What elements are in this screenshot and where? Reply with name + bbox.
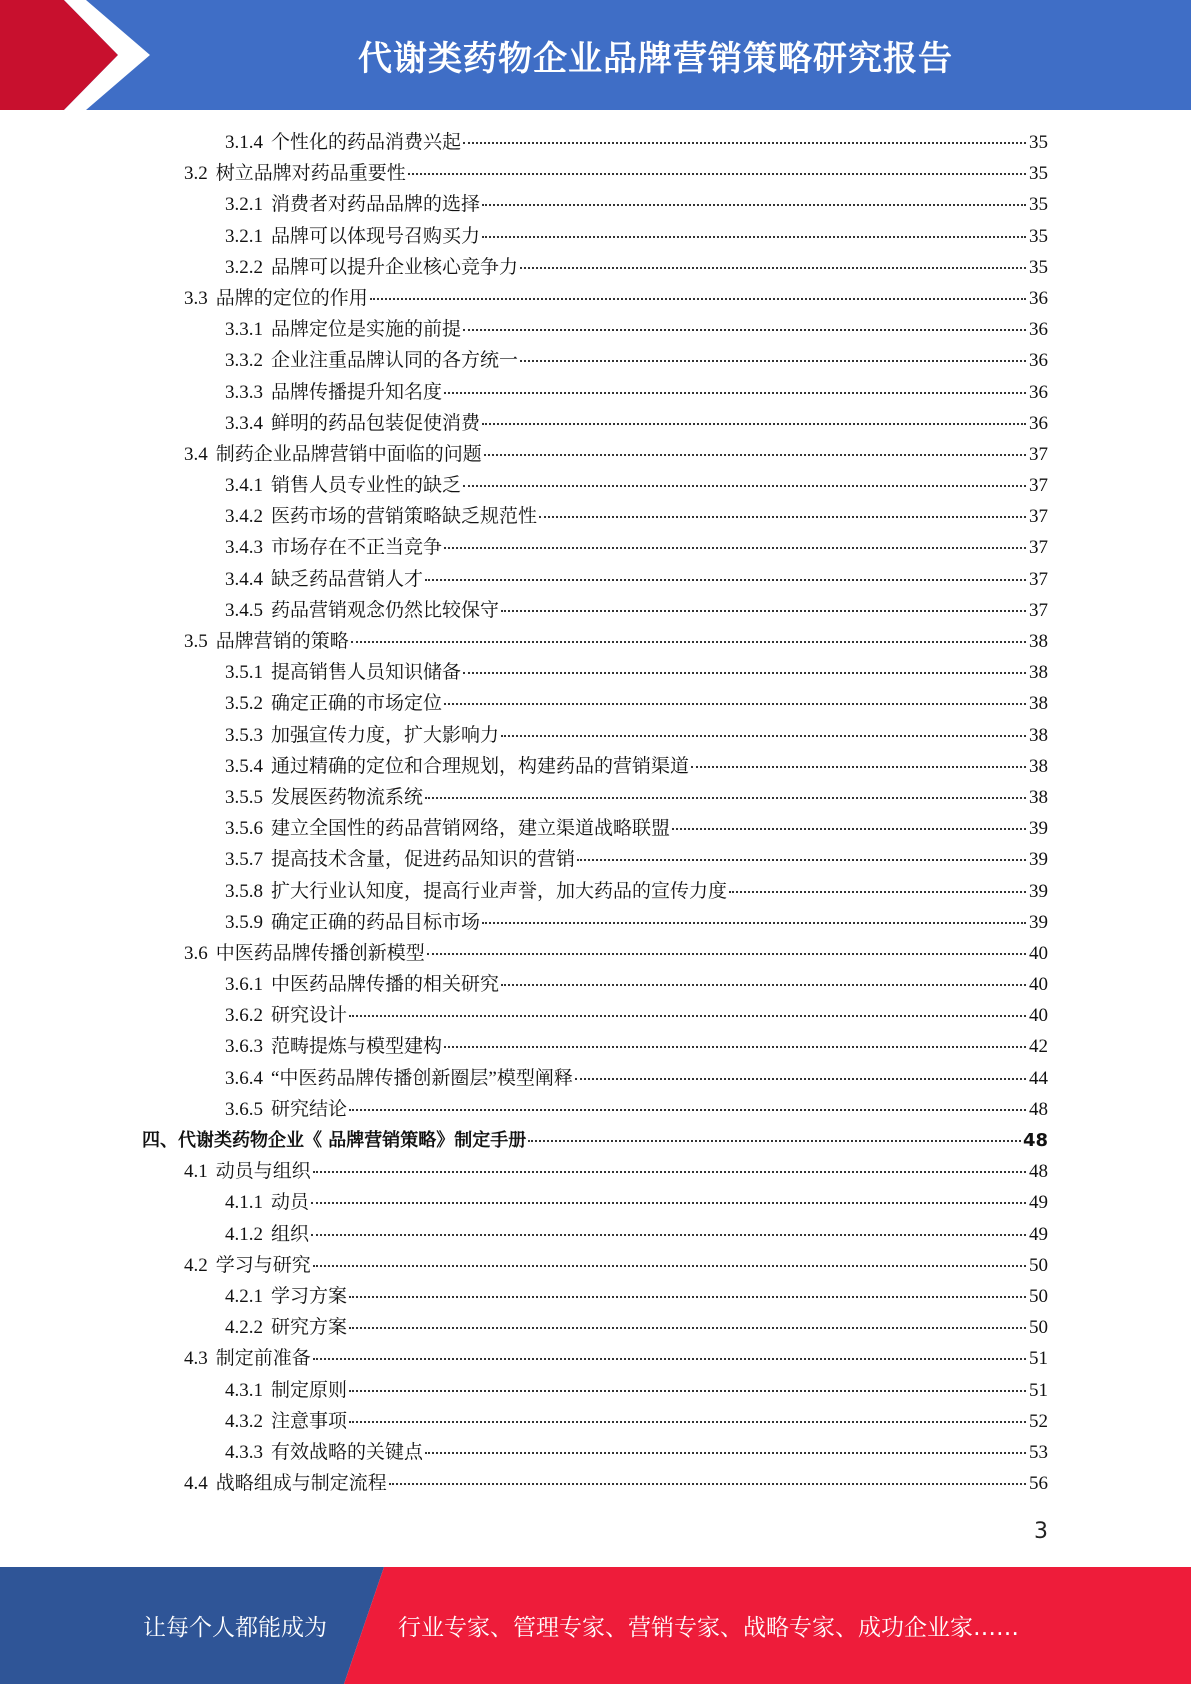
toc-entry-page: 52 [1029, 1410, 1048, 1432]
toc-entry-number: 3.5.6 [225, 818, 263, 840]
toc-dot-leader [408, 172, 1026, 175]
toc-entry-title: “中医药品牌传播创新圈层”模型阐释 [271, 1067, 573, 1089]
toc-entry-page: 56 [1029, 1473, 1048, 1495]
toc-entry-number: 4.4 [184, 1473, 208, 1495]
toc-dot-leader [425, 1451, 1026, 1454]
toc-entry[interactable] [142, 1250, 1048, 1281]
page-number: 3 [1034, 1519, 1048, 1544]
toc-entry-title: 扩大行业认知度，提高行业声誉，加大药品的宣传力度 [271, 880, 728, 902]
toc-dot-leader [425, 796, 1026, 799]
toc-entry-page: 48 [1029, 1098, 1048, 1120]
footer-slogan: 让每个人都能成为 [143, 1615, 327, 1641]
toc-entry[interactable] [142, 907, 1048, 938]
toc-entry-page: 35 [1029, 132, 1048, 153]
toc-entry-page: 35 [1029, 194, 1048, 216]
toc-entry-number: 3.2.1 [225, 194, 263, 216]
toc-entry-title: 品牌的定位的作用 [215, 287, 368, 309]
toc-entry[interactable] [142, 1437, 1048, 1468]
toc-entry[interactable] [142, 1312, 1048, 1343]
toc-entry[interactable] [142, 1281, 1048, 1312]
toc-entry-page: 50 [1029, 1285, 1048, 1307]
toc-entry-title: 市场存在不正当竞争 [271, 537, 443, 559]
toc-dot-leader [577, 858, 1026, 861]
toc-entry-number: 四、 [142, 1130, 178, 1151]
toc-entry-page: 50 [1029, 1317, 1048, 1339]
toc-entry-page: 36 [1029, 412, 1048, 434]
toc-entry[interactable] [142, 127, 1048, 158]
page-footer [0, 1567, 1191, 1684]
toc-dot-leader [482, 921, 1026, 924]
toc-entry-number: 3.6.2 [225, 1005, 263, 1027]
toc-dot-leader [313, 1264, 1026, 1267]
toc-dot-leader [520, 266, 1026, 269]
toc-entry-number: 3.6.3 [225, 1036, 263, 1058]
toc-entry-title: 组织 [271, 1223, 310, 1245]
toc-entry-page: 38 [1029, 631, 1048, 652]
toc-dot-leader [351, 640, 1026, 643]
toc-entry-number: 4.1.1 [225, 1192, 263, 1214]
toc-entry-title: 品牌可以体现号召购买力 [271, 225, 481, 247]
toc-entry-title: 提高销售人员知识储备 [271, 662, 462, 684]
toc-entry-number: 3.3 [184, 287, 208, 309]
toc-entry-page: 40 [1029, 1005, 1048, 1027]
toc-entry-title: 确定正确的药品目标市场 [271, 911, 481, 933]
toc-dot-leader [444, 391, 1026, 394]
toc-entry-page: 38 [1029, 786, 1048, 808]
toc-entry-page: 36 [1029, 350, 1048, 372]
toc-entry-title: 提高技术含量，促进药品知识的营销 [271, 849, 576, 871]
toc-dot-leader [575, 1077, 1026, 1080]
toc-entry[interactable] [142, 564, 1048, 595]
toc-dot-leader [370, 297, 1026, 300]
toc-entry[interactable] [142, 657, 1048, 688]
toc-entry-number: 3.6.5 [225, 1098, 263, 1120]
toc-entry-title: 品牌营销的策略 [215, 631, 349, 652]
toc-entry-number: 3.4 [184, 443, 208, 465]
toc-entry-title: 加强宣传力度，扩大影响力 [271, 724, 500, 746]
toc-entry[interactable] [142, 532, 1048, 563]
toc-entry[interactable] [142, 595, 1048, 626]
toc-dot-leader [313, 1357, 1026, 1360]
toc-entry-title: 中医药品牌传播的相关研究 [271, 974, 500, 996]
toc-entry-page: 37 [1029, 568, 1048, 590]
footer-roles: 行业专家、管理专家、营销专家、战略专家、成功企业家…… [398, 1615, 1019, 1641]
toc-entry-number: 3.5.3 [225, 724, 263, 746]
toc-entry-title: 中医药品牌传播创新模型 [215, 942, 425, 964]
table-of-contents [142, 127, 1048, 1499]
toc-entry-number: 3.3.2 [225, 350, 263, 372]
toc-dot-leader [463, 141, 1026, 144]
toc-entry-title: 通过精确的定位和合理规划，构建药品的营销渠道 [271, 755, 690, 777]
report-title: 代谢类药物企业品牌营销策略研究报告 [358, 38, 953, 79]
toc-entry-number: 3.4.1 [225, 475, 263, 497]
toc-dot-leader [484, 453, 1026, 456]
toc-dot-leader [349, 1420, 1026, 1423]
toc-entry[interactable] [142, 1343, 1048, 1374]
toc-entry-page: 38 [1029, 755, 1048, 777]
toc-entry[interactable] [142, 1156, 1048, 1187]
toc-entry-page: 36 [1029, 319, 1048, 341]
toc-entry-number: 3.2.2 [225, 256, 263, 278]
toc-entry-page: 36 [1029, 381, 1048, 403]
toc-entry-page: 49 [1029, 1192, 1048, 1214]
toc-dot-leader [691, 765, 1026, 768]
toc-entry-title: 动员 [271, 1192, 310, 1214]
toc-dot-leader [501, 983, 1026, 986]
toc-entry-title: 学习与研究 [215, 1254, 311, 1276]
toc-dot-leader [463, 671, 1026, 674]
toc-entry-page: 40 [1029, 974, 1048, 996]
toc-entry-title: 医药市场的营销策略缺乏规范性 [271, 506, 538, 528]
toc-entry[interactable] [142, 1031, 1048, 1062]
toc-entry-title: 品牌传播提升知名度 [271, 381, 443, 403]
toc-entry[interactable] [142, 470, 1048, 501]
toc-dot-leader [425, 578, 1026, 581]
toc-entry-page: 39 [1029, 849, 1048, 871]
toc-entry[interactable] [142, 283, 1048, 314]
toc-entry[interactable] [142, 688, 1048, 719]
toc-entry[interactable] [142, 1125, 1048, 1156]
toc-entry-number: 3.2.1 [225, 225, 263, 247]
toc-entry[interactable] [142, 189, 1048, 220]
toc-entry-title: 研究设计 [271, 1005, 348, 1027]
toc-entry-number: 3.4.4 [225, 568, 263, 590]
toc-entry-title: 缺乏药品营销人才 [271, 568, 424, 590]
toc-entry-number: 4.3.2 [225, 1410, 263, 1432]
toc-entry-title: 研究结论 [271, 1098, 348, 1120]
toc-dot-leader [427, 952, 1026, 955]
toc-dot-leader [482, 203, 1026, 206]
toc-entry-page: 48 [1022, 1130, 1048, 1151]
toc-entry[interactable] [142, 158, 1048, 189]
toc-entry-number: 3.3.4 [225, 412, 263, 434]
toc-entry[interactable] [142, 720, 1048, 751]
toc-entry-title: 消费者对药品品牌的选择 [271, 194, 481, 216]
toc-entry[interactable] [142, 969, 1048, 1000]
toc-entry-title: 销售人员专业性的缺乏 [271, 475, 462, 497]
toc-entry-title: 制定原则 [271, 1379, 348, 1401]
page-header [0, 0, 1191, 110]
toc-entry-number: 3.3.1 [225, 319, 263, 341]
toc-entry-number: 3.4.2 [225, 506, 263, 528]
toc-dot-leader [349, 1326, 1026, 1329]
toc-dot-leader [482, 235, 1026, 238]
toc-entry-page: 44 [1029, 1067, 1048, 1089]
toc-entry-title: 品牌可以提升企业核心竞争力 [271, 256, 519, 278]
toc-dot-leader [520, 359, 1026, 362]
toc-entry-page: 37 [1029, 506, 1048, 528]
toc-entry-page: 38 [1029, 693, 1048, 715]
toc-entry[interactable] [142, 1468, 1048, 1499]
toc-entry-number: 3.2 [184, 163, 208, 185]
toc-entry-number: 3.5.5 [225, 786, 263, 808]
toc-entry-number: 3.1.4 [225, 132, 263, 153]
toc-entry-title: 鲜明的药品包装促使消费 [271, 412, 481, 434]
toc-entry-title: 代谢类药物企业《 品牌营销策略》制定手册 [178, 1130, 527, 1151]
toc-entry[interactable] [142, 1187, 1048, 1218]
toc-dot-leader [349, 1108, 1026, 1111]
toc-entry-page: 38 [1029, 724, 1048, 746]
toc-entry-page: 39 [1029, 880, 1048, 902]
toc-entry[interactable] [142, 1063, 1048, 1094]
toc-entry-number: 3.5.1 [225, 662, 263, 684]
toc-dot-leader [389, 1482, 1026, 1485]
toc-dot-leader [349, 1295, 1026, 1298]
toc-entry[interactable] [142, 844, 1048, 875]
toc-entry-number: 4.1.2 [225, 1223, 263, 1245]
toc-entry-title: 制定前准备 [215, 1348, 311, 1370]
toc-entry-number: 3.5.8 [225, 880, 263, 902]
toc-entry[interactable] [142, 782, 1048, 813]
toc-entry-number: 3.6.4 [225, 1067, 263, 1089]
toc-entry-page: 35 [1029, 256, 1048, 278]
toc-entry-number: 3.5 [184, 631, 208, 652]
toc-entry-page: 50 [1029, 1254, 1048, 1276]
toc-entry[interactable] [142, 408, 1048, 439]
toc-entry-number: 3.5.7 [225, 849, 263, 871]
toc-dot-leader [463, 328, 1026, 331]
toc-entry-number: 4.2 [184, 1254, 208, 1276]
toc-entry-title: 有效战略的关键点 [271, 1441, 424, 1463]
toc-entry-title: 研究方案 [271, 1317, 348, 1339]
toc-entry[interactable] [142, 938, 1048, 969]
toc-entry-number: 4.3 [184, 1348, 208, 1370]
toc-dot-leader [349, 1389, 1026, 1392]
toc-entry-page: 38 [1029, 662, 1048, 684]
toc-entry-title: 树立品牌对药品重要性 [215, 163, 406, 185]
toc-entry-number: 3.4.5 [225, 599, 263, 621]
toc-entry[interactable] [142, 876, 1048, 907]
toc-entry[interactable] [142, 501, 1048, 532]
toc-entry[interactable] [142, 1375, 1048, 1406]
toc-entry[interactable] [142, 314, 1048, 345]
toc-dot-leader [311, 1201, 1026, 1204]
toc-entry-title: 确定正确的市场定位 [271, 693, 443, 715]
toc-entry[interactable] [142, 345, 1048, 376]
toc-entry-page: 48 [1029, 1161, 1048, 1183]
toc-entry-page: 42 [1029, 1036, 1048, 1058]
toc-entry[interactable] [142, 252, 1048, 283]
toc-entry-title: 学习方案 [271, 1285, 348, 1307]
toc-entry[interactable] [142, 1406, 1048, 1437]
toc-entry-title: 制药企业品牌营销中面临的问题 [215, 443, 482, 465]
toc-dot-leader [672, 827, 1026, 830]
toc-dot-leader [501, 609, 1026, 612]
toc-entry-number: 4.2.1 [225, 1285, 263, 1307]
toc-entry-page: 40 [1029, 942, 1048, 964]
toc-dot-leader [349, 1014, 1026, 1017]
toc-entry-title: 战略组成与制定流程 [215, 1473, 387, 1495]
header-arrow-icon [0, 0, 160, 110]
toc-entry-title: 企业注重品牌认同的各方统一 [271, 350, 519, 372]
toc-dot-leader [444, 1045, 1026, 1048]
toc-dot-leader [528, 1139, 1021, 1142]
toc-entry-number: 3.5.9 [225, 911, 263, 933]
toc-entry[interactable] [142, 813, 1048, 844]
toc-entry-title: 建立全国性的药品营销网络，建立渠道战略联盟 [271, 818, 671, 840]
toc-entry[interactable] [142, 1094, 1048, 1125]
toc-entry-page: 37 [1029, 475, 1048, 497]
toc-entry-title: 品牌定位是实施的前提 [271, 319, 462, 341]
toc-entry[interactable] [142, 377, 1048, 408]
toc-entry-title: 范畴提炼与模型建构 [271, 1036, 443, 1058]
toc-entry-number: 4.2.2 [225, 1317, 263, 1339]
toc-entry-page: 39 [1029, 911, 1048, 933]
toc-entry-number: 4.3.3 [225, 1441, 263, 1463]
toc-entry-title: 动员与组织 [215, 1161, 311, 1183]
toc-entry-number: 3.6.1 [225, 974, 263, 996]
toc-entry-number: 4.3.1 [225, 1379, 263, 1401]
toc-dot-leader [729, 890, 1026, 893]
toc-dot-leader [463, 484, 1026, 487]
toc-entry[interactable] [142, 626, 1048, 657]
toc-entry-title: 发展医药物流系统 [271, 786, 424, 808]
toc-entry[interactable] [142, 751, 1048, 782]
toc-entry-page: 51 [1029, 1348, 1048, 1370]
toc-entry-title: 个性化的药品消费兴起 [271, 132, 462, 153]
toc-entry-page: 51 [1029, 1379, 1048, 1401]
toc-entry-page: 35 [1029, 163, 1048, 185]
toc-dot-leader [539, 515, 1026, 518]
toc-entry[interactable] [142, 1000, 1048, 1031]
toc-entry[interactable] [142, 1219, 1048, 1250]
toc-entry-page: 37 [1029, 599, 1048, 621]
toc-entry-page: 37 [1029, 537, 1048, 559]
toc-entry-title: 药品营销观念仍然比较保守 [271, 599, 500, 621]
toc-entry-number: 4.1 [184, 1161, 208, 1183]
toc-entry[interactable] [142, 221, 1048, 252]
toc-entry-page: 36 [1029, 287, 1048, 309]
toc-dot-leader [501, 734, 1026, 737]
toc-entry-number: 3.4.3 [225, 537, 263, 559]
toc-dot-leader [482, 422, 1026, 425]
toc-dot-leader [313, 1170, 1026, 1173]
toc-entry-page: 35 [1029, 225, 1048, 247]
toc-entry-page: 53 [1029, 1441, 1048, 1463]
toc-entry-number: 3.5.2 [225, 693, 263, 715]
toc-entry-page: 37 [1029, 443, 1048, 465]
toc-entry-page: 39 [1029, 818, 1048, 840]
toc-dot-leader [444, 702, 1026, 705]
toc-entry-number: 3.3.3 [225, 381, 263, 403]
toc-entry[interactable] [142, 439, 1048, 470]
toc-entry-page: 49 [1029, 1223, 1048, 1245]
toc-entry-number: 3.5.4 [225, 755, 263, 777]
toc-entry-title: 注意事项 [271, 1410, 348, 1432]
toc-dot-leader [444, 546, 1026, 549]
toc-dot-leader [311, 1233, 1026, 1236]
toc-entry-number: 3.6 [184, 942, 208, 964]
